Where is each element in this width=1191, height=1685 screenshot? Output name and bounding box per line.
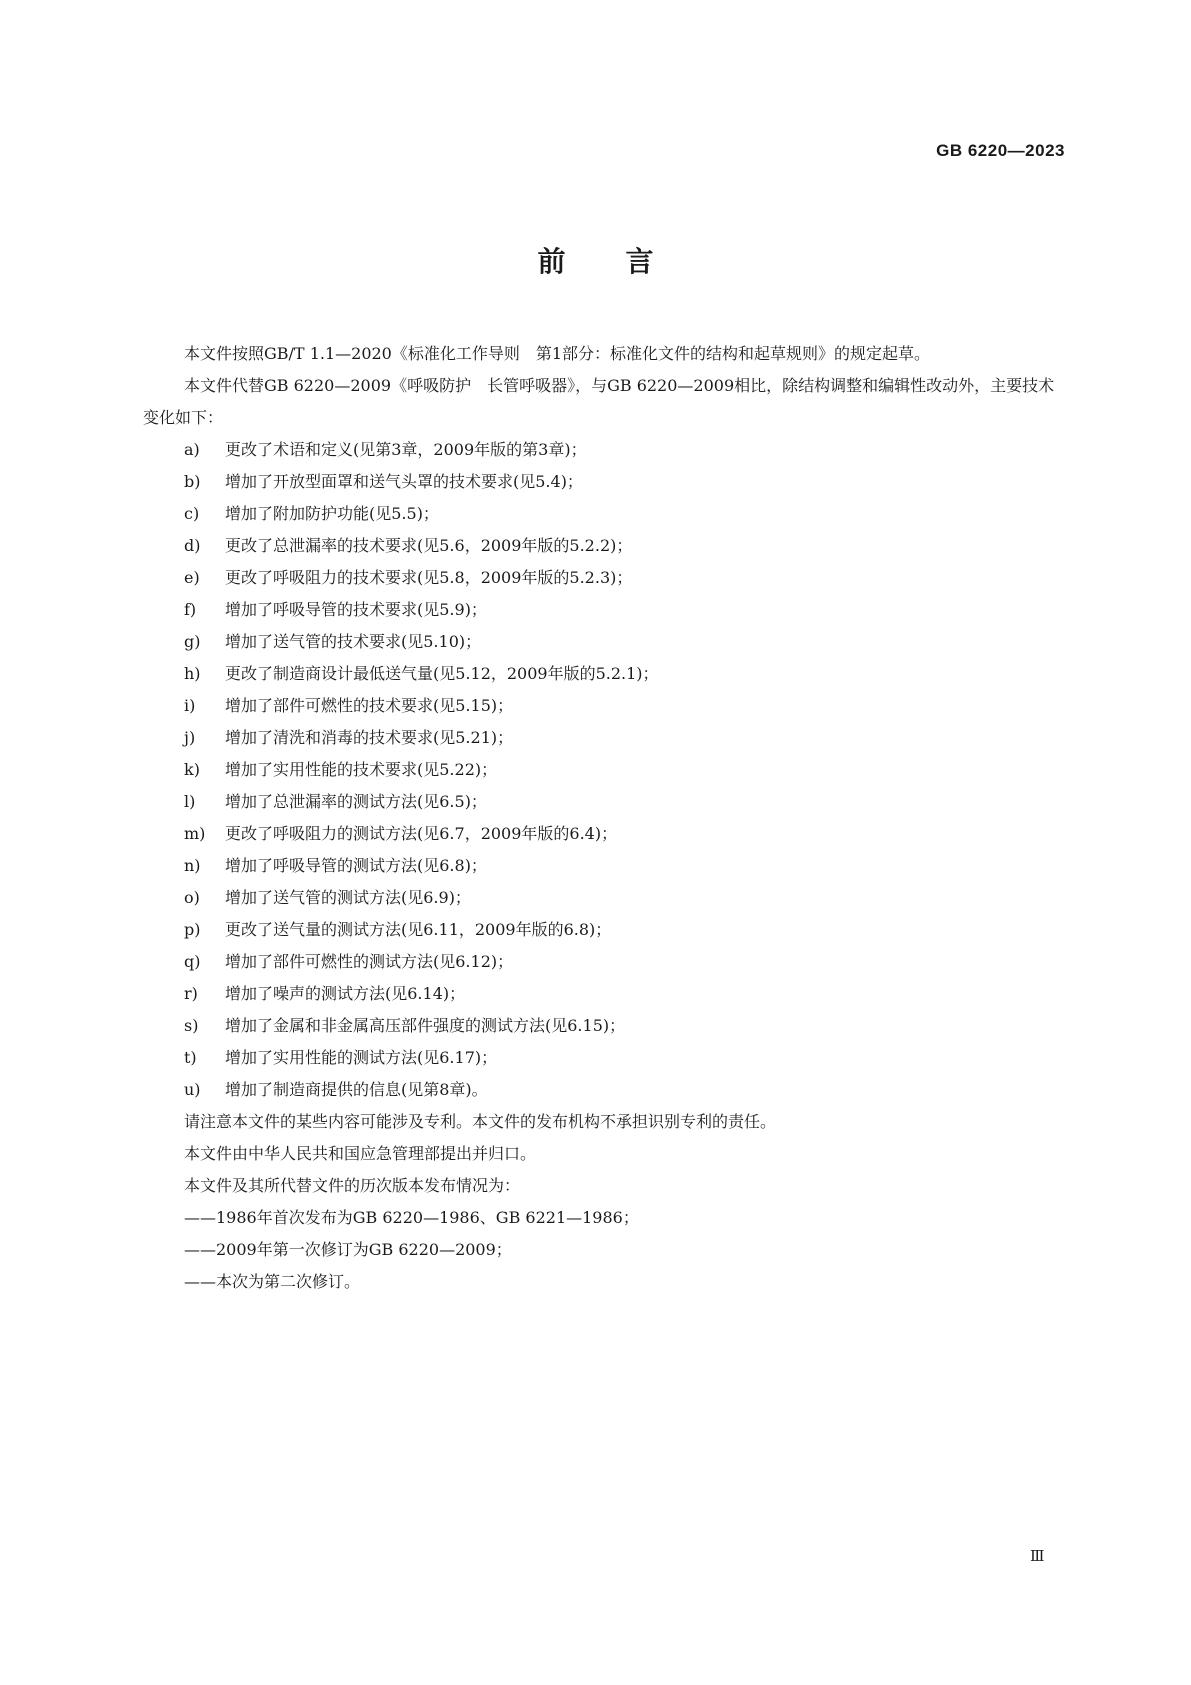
- list-item: [143, 658, 1061, 690]
- list-marker: b): [184, 472, 201, 491]
- list-marker: h): [184, 664, 201, 683]
- history-item: ——1986年首次发布为GB 6220—1986、GB 6221—1986；: [184, 1208, 639, 1227]
- list-item-text: 增加了附加防护功能(见5.5)；: [225, 504, 439, 523]
- history-item: ——2009年第一次修订为GB 6220—2009；: [184, 1240, 512, 1259]
- list-item-text: 增加了部件可燃性的测试方法(见6.12)；: [225, 952, 514, 971]
- list-item-text: 增加了呼吸导管的技术要求(见5.9)；: [225, 600, 487, 619]
- list-item-text: 增加了噪声的测试方法(见6.14)；: [225, 984, 466, 1003]
- list-marker: l): [184, 792, 196, 811]
- list-marker: i): [184, 696, 196, 715]
- history-intro: 本文件及其所代替文件的历次版本发布情况为：: [184, 1176, 521, 1195]
- version-history-list: [143, 1202, 1061, 1298]
- intro-paragraph: 本文件代替GB 6220—2009《呼吸防护 长管呼吸器》，与GB 6220—2009相比，除结构调整和编辑性改动外，主要技术变化如下：: [143, 376, 1055, 427]
- list-marker: c): [184, 504, 200, 523]
- list-item-text: 增加了呼吸导管的测试方法(见6.8)；: [225, 856, 487, 875]
- list-item-text: 增加了总泄漏率的测试方法(见6.5)；: [225, 792, 487, 811]
- changes-list: [143, 434, 1061, 1106]
- standard-code: GB 6220—2023: [936, 141, 1065, 160]
- proposer-note: 本文件由中华人民共和国应急管理部提出并归口。: [184, 1144, 537, 1163]
- list-item: [143, 594, 1061, 626]
- list-marker: e): [184, 568, 200, 587]
- list-marker: f): [184, 600, 197, 619]
- list-marker: o): [184, 888, 200, 907]
- list-item-text: 增加了部件可燃性的技术要求(见5.15)；: [225, 696, 514, 715]
- list-item: [143, 562, 1061, 594]
- list-item-text: 更改了制造商设计最低送气量(见5.12，2009年版的5.2.1)；: [225, 664, 659, 683]
- list-marker: t): [184, 1048, 197, 1067]
- history-item: ——本次为第二次修订。: [184, 1272, 361, 1291]
- list-item-text: 增加了金属和非金属高压部件强度的测试方法(见6.15)；: [225, 1016, 626, 1035]
- list-item: [143, 1074, 1061, 1106]
- list-item: [143, 882, 1061, 914]
- list-item: [143, 818, 1061, 850]
- list-item: [143, 690, 1061, 722]
- list-item-text: 增加了制造商提供的信息(见第8章)。: [225, 1080, 488, 1099]
- list-item: [143, 786, 1061, 818]
- list-item: [143, 914, 1061, 946]
- page-title: 前言: [537, 245, 714, 278]
- list-item: [143, 466, 1061, 498]
- list-item: [143, 850, 1061, 882]
- list-item-text: 更改了送气量的测试方法(见6.11，2009年版的6.8)；: [225, 920, 612, 939]
- list-item-text: 增加了开放型面罩和送气头罩的技术要求(见5.4)；: [225, 472, 583, 491]
- list-item-text: 增加了实用性能的技术要求(见5.22)；: [225, 760, 498, 779]
- list-marker: g): [184, 632, 201, 651]
- list-item: [143, 722, 1061, 754]
- list-marker: q): [184, 952, 201, 971]
- patent-note: 请注意本文件的某些内容可能涉及专利。本文件的发布机构不承担识别专利的责任。: [184, 1112, 777, 1131]
- list-item: [143, 434, 1061, 466]
- list-item-text: 更改了总泄漏率的技术要求(见5.6，2009年版的5.2.2)；: [225, 536, 633, 555]
- list-marker: k): [184, 760, 200, 779]
- list-marker: d): [184, 536, 201, 555]
- list-item-text: 增加了送气管的技术要求(见5.10)；: [225, 632, 482, 651]
- list-item-text: 增加了实用性能的测试方法(见6.17)；: [225, 1048, 498, 1067]
- list-marker: p): [184, 920, 201, 939]
- list-item: [143, 754, 1061, 786]
- list-item: [143, 1010, 1061, 1042]
- list-item-text: 更改了术语和定义(见第3章，2009年版的第3章)；: [225, 440, 587, 459]
- list-marker: j): [184, 728, 196, 747]
- list-marker: s): [184, 1016, 199, 1035]
- list-item: [143, 946, 1061, 978]
- list-item: [143, 498, 1061, 530]
- list-item-text: 更改了呼吸阻力的技术要求(见5.8，2009年版的5.2.3)；: [225, 568, 633, 587]
- list-item: [143, 978, 1061, 1010]
- list-marker: m): [184, 824, 206, 843]
- list-item: [143, 530, 1061, 562]
- list-item: [143, 626, 1061, 658]
- list-marker: a): [184, 440, 200, 459]
- list-item-text: 更改了呼吸阻力的测试方法(见6.7，2009年版的6.4)；: [225, 824, 618, 843]
- intro-paragraph: 本文件按照GB/T 1.1—2020《标准化工作导则 第1部分：标准化文件的结构和起草规则》的规定起草。: [184, 344, 931, 363]
- list-marker: u): [184, 1080, 201, 1099]
- list-marker: n): [184, 856, 201, 875]
- page-number: Ⅲ: [1030, 1547, 1045, 1565]
- list-item: [143, 1042, 1061, 1074]
- list-item-text: 增加了清洗和消毒的技术要求(见5.21)；: [225, 728, 514, 747]
- list-item-text: 增加了送气管的测试方法(见6.9)；: [225, 888, 471, 907]
- document-body: [143, 338, 1061, 1298]
- list-marker: r): [184, 984, 198, 1003]
